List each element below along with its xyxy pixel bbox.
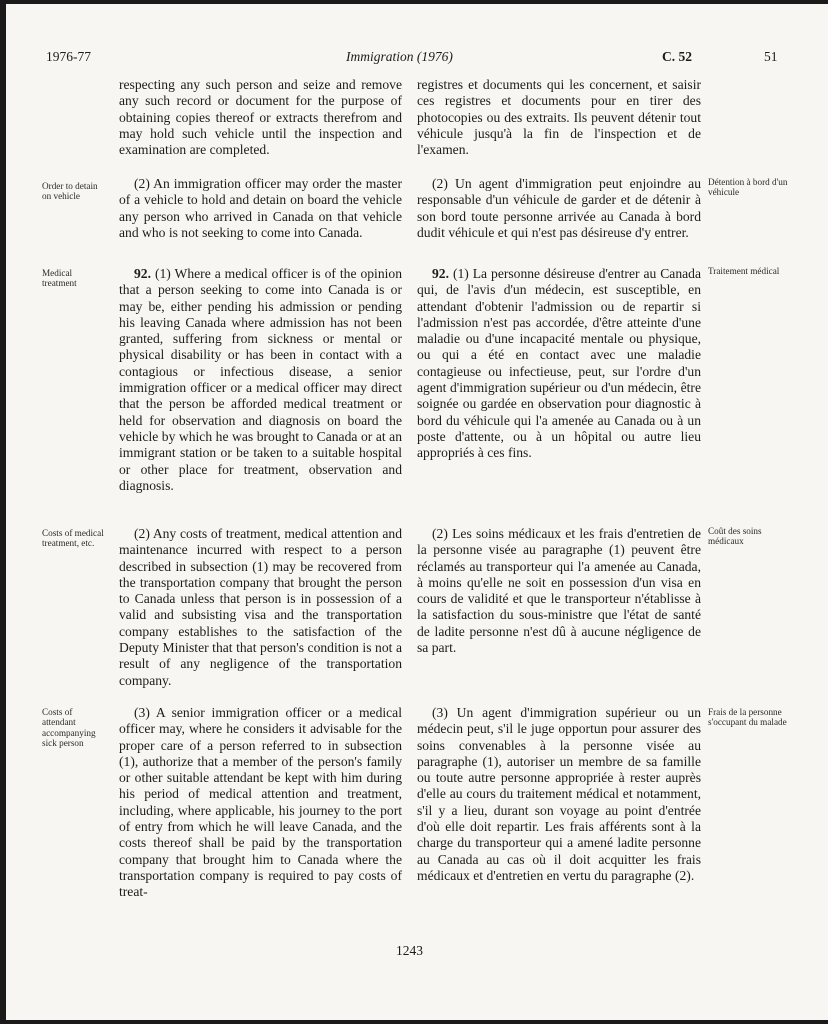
english-column xyxy=(119,77,402,158)
french-paragraph: (3) Un agent d'immigration supérieur ou un médecin peut, s'il le juge opportun pour assurer des soins convenables à la personne visée au paragraphe (1), autoriser un membre de sa famille ou toute autre personne appropriée à rester auprès d'elle au cours du traitement médical et notamment, s'il y a lieu, durant son voyage au point d'entrée d'où elle doit repartir. Les frais afférents sont à la charge du transporteur qui a amené ladite personne au Canada au cas où il doit acquitter les frais médicaux et d'entretien en vertu du paragraphe (2). xyxy=(417,705,701,883)
document-page xyxy=(6,4,828,1020)
section-number: 92. xyxy=(432,266,449,281)
margin-note-traitement: Traitement médical xyxy=(708,266,780,276)
english-paragraph xyxy=(119,266,402,494)
french-paragraph xyxy=(417,266,701,462)
header-chapter: C. 52 xyxy=(662,49,692,64)
english-column xyxy=(119,176,402,241)
header-title: Immigration (1976) xyxy=(346,49,453,64)
english-paragraph: respecting any such person and seize and remove any such record or document for the purpose of obtaining copies thereof or extracts therefrom and may hold such vehicle until the inspection and examination are completed. xyxy=(119,77,402,158)
margin-note-costs-attendant: Costs of attendant accompanying sick person xyxy=(42,707,96,749)
english-paragraph: (3) A senior immigration officer or a medical officer may, where he considers it advisable for the proper care of a person referred to in subsection (1), authorize that a member of the person's family or other suitable attendant be kept with him during his period of medical attention and treatment, including, where applicable, his journey to the port of entry from which he will leave Canada, and the costs thereof shall be paid by the transportation company that brought him to Canada where the transportation company is required to pay costs of treat- xyxy=(119,705,402,900)
english-column xyxy=(119,266,402,494)
margin-note-costs-medical: Costs of medical treatment, etc. xyxy=(42,528,104,549)
paragraph-text: (1) Where a medical officer is of the opinion that a person seeking to come into Canada is or may be, either pending his admission or pending his leaving Canada where admission has not been granted, suffering from sickness or mental or physical disability or has been in contact with a contagious or infectious disease, a senior immigration officer or a medical officer may direct that the person be afforded medical treatment or held for observation and diagnosis on board the vehicle by which he was brought to Canada or at an immigrant station or be taken to a suitable hospital or other place for treatment, observation and diagnosis. xyxy=(119,266,402,493)
footer-page-number: 1243 xyxy=(396,943,423,958)
paragraph-text: (1) La personne désireuse d'entrer au Canada qui, de l'avis d'un médecin, est susceptible, en attendant d'obtenir l'admission ou de repartir si l'admission n'est pas accordée, d'être atteinte d'une maladie ou d'une incapacité mentale ou physique, ou qui a été en contact avec une maladie contagieuse ou infectieuse, peut, sur l'ordre d'un agent d'immigration supérieur ou d'un médecin, être soignée ou gardée en observation pour diagnostic à bord du véhicule qui l'a amenée au Canada ou à un poste d'attente, ou à un hôpital ou autre lieu appropriés à ces fins. xyxy=(417,266,701,461)
french-paragraph: (2) Un agent d'immigration peut enjoindre au responsable d'un véhicule de garder et de détenir à son bord toute personne arrivée au Canada à bord dudit véhicule et qui n'est pas désireuse d'y entrer. xyxy=(417,176,701,240)
margin-note-cout-soins: Coût des soins médicaux xyxy=(708,526,762,547)
english-paragraph: (2) An immigration officer may order the master of a vehicle to hold and detain on board the vehicle any person who arrived in Canada on that vehicle and who is not seeking to come into Canada. xyxy=(119,176,402,240)
margin-note-medical-treatment: Medical treatment xyxy=(42,268,77,289)
header-year: 1976-77 xyxy=(46,49,91,64)
french-column xyxy=(417,526,701,656)
margin-note-frais-personne: Frais de la personne s'occupant du malade xyxy=(708,707,787,728)
french-column xyxy=(417,266,701,462)
french-paragraph: (2) Les soins médicaux et les frais d'entretien de la personne visée au paragraphe (1) peuvent être réclamés au transporteur qui l'a amenée au Canada, à moins qu'elle ne soit en possession d'un visa en cours de validité et que le transporteur n'établisse à la satisfaction du sous-ministre que l'état de santé de ladite personne n'est dû à aucune négligence de sa part. xyxy=(417,526,701,656)
header-page-number: 51 xyxy=(764,49,778,64)
french-paragraph: registres et documents qui les concernent, et saisir ces registres et documents pour en tirer des photocopies ou des extraits. Ils peuvent détenir tout véhicule jusqu'à la fin de l'inspection et de l'examen. xyxy=(417,77,701,158)
margin-note-detention: Détention à bord d'un véhicule xyxy=(708,177,788,198)
section-number: 92. xyxy=(134,266,151,281)
margin-note-order-to-detain: Order to detain on vehicle xyxy=(42,181,98,202)
english-paragraph: (2) Any costs of treatment, medical attention and maintenance incurred with respect to a person described in subsection (1) may be recovered from the transportation company that brought the person to Canada unless that person is in possession of a valid and subsisting visa and the transportation company establishes to the satisfaction of the Deputy Minister that that person's condition is not a result of any negligence of the transportation company. xyxy=(119,526,402,688)
french-column xyxy=(417,705,701,884)
french-column xyxy=(417,77,701,158)
english-column xyxy=(119,526,402,689)
english-column xyxy=(119,705,402,901)
french-column xyxy=(417,176,701,241)
